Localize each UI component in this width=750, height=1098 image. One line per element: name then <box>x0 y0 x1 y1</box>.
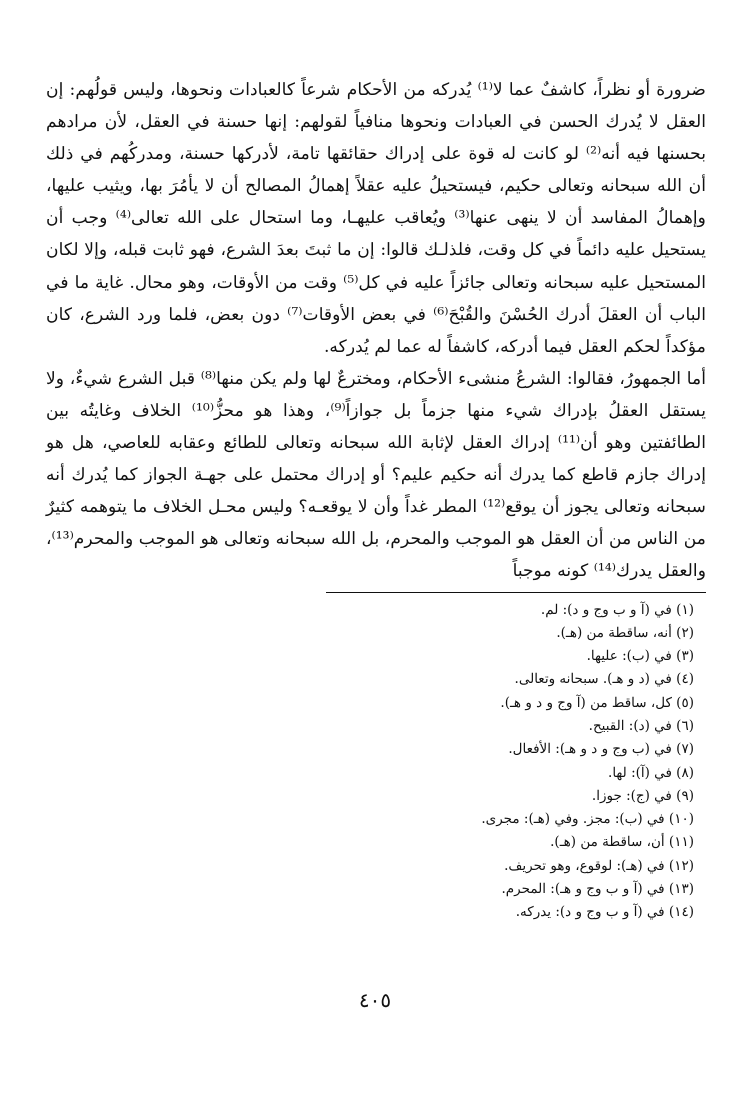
footnote: (١١) أن، ساقطة من (هـ). <box>550 834 694 851</box>
footnote: (١٣) في (آ و ب وج و هـ): المحرم. <box>501 881 694 898</box>
footnotes-list <box>46 599 706 925</box>
page-number: ٤٠٥ <box>358 988 392 1012</box>
footnote: (١٤) في (آ و ب وج و د): يدركه. <box>515 904 694 921</box>
footnote: (٦) في (د): القبيح. <box>588 717 694 734</box>
footnote: (٧) في (ب وج و د و هـ): الأفعال. <box>508 741 694 758</box>
footnote: (٤) في (د و هـ). سبحانه وتعالى. <box>514 671 694 688</box>
paragraph-2: أما الجمهورُ، فقالوا: الشرعُ منشىء الأحكام، ومخترعٌ لها ولم يكن منها⁽⁸⁾ قبل الشرع شيءٌ، ولا يستقل العقلُ بإدراك شيء منها جزماً بل جوازاً⁽⁹⁾، وهذا هو محزُّ⁽¹⁰⁾ الخلاف وغايتُه بين الطائفتين وهو أن⁽¹¹⁾ إدراك العقل لإثابة الله سبحانه وتعالى للطائع وعقابه للعاصي، هل هو إدراك جازم قاطع كما يدرك أنه حكيم عليم؟ أو إدراك محتمل على جهـة الجواز كما يُدرك أنه سبحانه وتعالى يجوز أن يوقع⁽¹²⁾ المطر غداً وأن لا يوقعـه؟ وليس محـل الخلاف ما يتوهمه كثيرٌ من الناس من أن العقل هو الموجب والمحرم، بل الله سبحانه وتعالى هو الموجب والمحرم⁽¹³⁾، والعقل يدرك⁽¹⁴⁾ كونه موجباً <box>46 368 706 582</box>
footnote: (١٠) في (ب): مجز. وفي (هـ): مجرى. <box>481 811 694 828</box>
footnote: (١) في (آ و ب وج و د): لم. <box>540 601 694 618</box>
main-text <box>46 74 706 588</box>
footnote: (٩) في (ج): جوزا. <box>591 787 694 804</box>
footnote: (٥) كل، ساقط من (آ وج و د و هـ). <box>500 694 694 711</box>
footnote: (٢) أنه، ساقطة من (هـ). <box>556 624 694 641</box>
footnote: (٨) في (آ): لها. <box>608 764 694 781</box>
footnote: (١٢) في (هـ): لوقوع، وهو تحريف. <box>504 857 694 874</box>
footnote: (٣) في (ب): عليها. <box>586 648 694 665</box>
footnote-separator <box>326 592 706 593</box>
page-content <box>46 74 706 925</box>
paragraph-1: ضرورة أو نظراً، كاشفٌ عما لا⁽¹⁾ يُدركه من الأحكام شرعاً كالعبادات ونحوها، وليس قولُهم: إن العقل لا يُدرك الحسن في العبادات ونحوها منافياً لقولهم: إنها حسنة في العقل، لأن مرادهم بحسنها فيه أنه⁽²⁾ لو كانت له قوة على إدراك حقائقها تامة، لأدركها حسنة، ومدركُهم في ذلك أن الله سبحانه وتعالى حكيم، فيستحيلُ عليه عقلاً إهمالُ المصالح أن لا يأمُرَ بها، ويثيب عليها، وإهمالُ المفاسد أن لا ينهى عنها⁽³⁾ ويُعاقب عليهـا، وما استحال على الله تعالى⁽⁴⁾ وجب أن يستحيل عليه دائماً في كل وقت، فلذلـك قالوا: إن ما ثبتَ بعدَ الشرع، فهو ثابت قبله، وإلا لكان المستحيل عليه سبحانه وتعالى جائزاً عليه في كل⁽⁵⁾ وقت من الأوقات، وهو محال. غاية ما في الباب أن العقلَ أدرك الحُسْنَ والقُبْحَ⁽⁶⁾ في بعض الأوقات⁽⁷⁾ دون بعض، فلما ورد الشرع، كان مؤكداً لحكم العقل فيما أدركه، كاشفاً له عما لم يُدركه. <box>46 80 706 357</box>
